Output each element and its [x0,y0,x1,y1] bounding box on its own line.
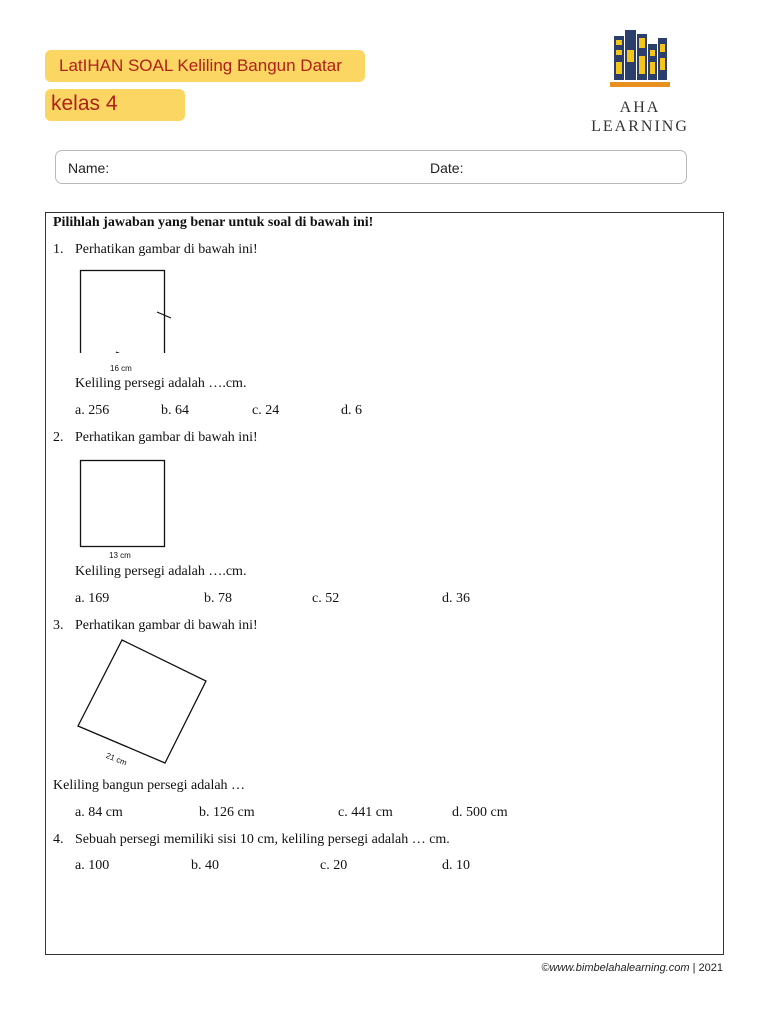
books-logo-icon [608,28,672,88]
brand-line-2: LEARNING [591,118,689,135]
q1-prompt: Perhatikan gambar di bawah ini! [75,242,258,257]
q2-option-a[interactable]: a. 169 [75,591,110,606]
q4-option-b[interactable]: b. 40 [191,858,219,873]
worksheet-title: LatIHAN SOAL Keliling Bangun Datar [45,50,365,82]
grade-label: kelas 4 [45,89,185,121]
question-box [45,212,724,955]
date-label: Date: [430,160,464,176]
q3-number: 3. [53,618,64,633]
q1-side-label: 16 cm [110,364,132,373]
q4-prompt: Sebuah persegi memiliki sisi 10 cm, keliling persegi adalah … cm. [75,832,450,847]
name-date-field[interactable] [55,150,687,184]
q4-option-a[interactable]: a. 100 [75,858,110,873]
q1-option-a[interactable]: a. 256 [75,403,110,418]
q1-option-b[interactable]: b. 64 [161,403,189,418]
q3-option-c[interactable]: c. 441 cm [338,805,393,820]
brand-line-1: AHA [619,99,661,116]
q2-option-c[interactable]: c. 52 [312,591,340,606]
q2-number: 2. [53,430,64,445]
q2-option-b[interactable]: b. 78 [204,591,232,606]
q2-side-label: 13 cm [109,551,131,560]
instructions: Pilihlah jawaban yang benar untuk soal di bawah ini! [53,215,374,230]
brand-logo-text [580,98,700,136]
q3-option-a[interactable]: a. 84 cm [75,805,123,820]
q3-prompt: Perhatikan gambar di bawah ini! [75,618,258,633]
footer [541,962,723,974]
q3-option-b[interactable]: b. 126 cm [199,805,255,820]
q2-question: Keliling persegi adalah ….cm. [75,564,247,579]
q1-number: 1. [53,242,64,257]
q3-side-label: 21 cm [104,751,129,768]
q1-square-figure [76,268,176,353]
q3-question: Keliling bangun persegi adalah … [53,778,246,793]
q3-rotated-square-figure [76,638,211,768]
q1-question: Keliling persegi adalah ….cm. [75,376,247,391]
q2-square-figure [76,457,172,549]
q1-option-d[interactable]: d. 6 [341,403,362,418]
q3-option-d[interactable]: d. 500 cm [452,805,508,820]
footer-site-link[interactable]: ©www.bimbelahalearning.com [541,962,690,974]
q1-option-c[interactable]: c. 24 [252,403,280,418]
q4-option-d[interactable]: d. 10 [442,858,470,873]
footer-year: | 2021 [692,962,723,974]
q2-option-d[interactable]: d. 36 [442,591,470,606]
q4-option-c[interactable]: c. 20 [320,858,348,873]
name-label: Name: [68,160,110,176]
q4-number: 4. [53,832,64,847]
q2-prompt: Perhatikan gambar di bawah ini! [75,430,258,445]
